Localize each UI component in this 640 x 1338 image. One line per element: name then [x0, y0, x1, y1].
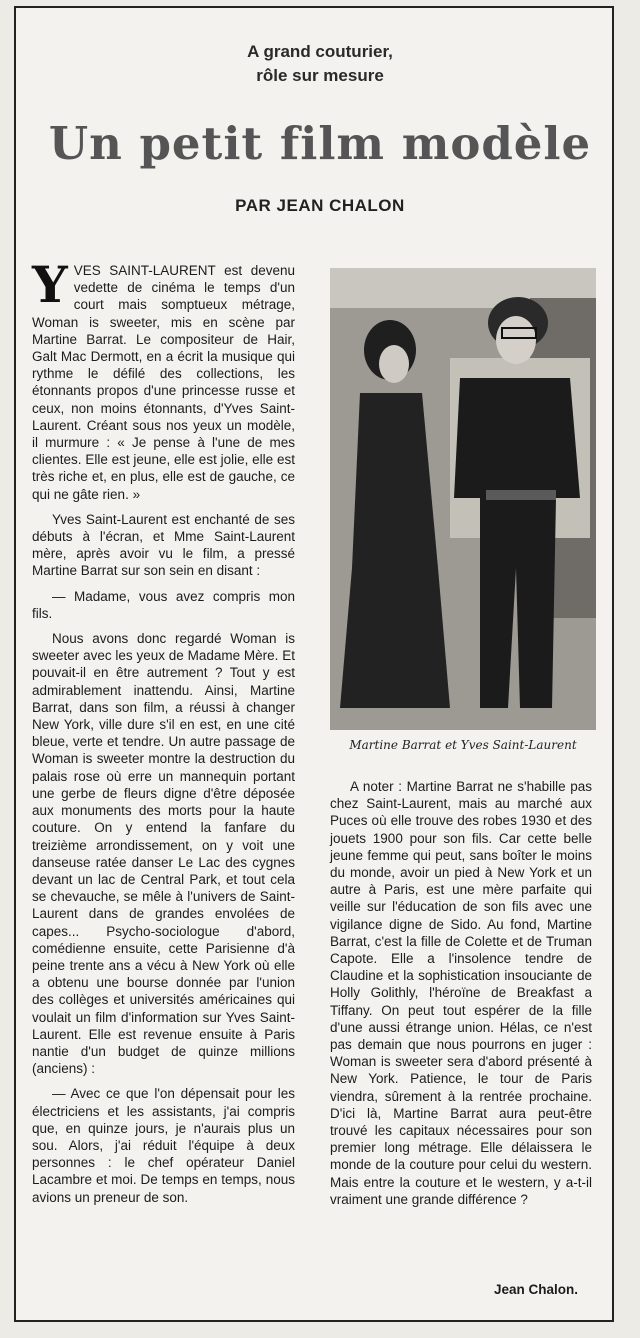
- right-column: [330, 778, 592, 1216]
- article-photo: [330, 268, 596, 730]
- paragraph-1-text: VES SAINT-LAURENT est devenu vedette de cinéma le temps d'un court mais somptueux métrage, Woman is sweeter, mis en scène par Martine Barrat. Le compositeur de Hair, Galt Mac Dermott, en a écrit la musique qui rythme le défilé des collections, les étonnants propos d'une princesse russe et ceux, non moins étonnants, d'Yves Saint-Laurent. Créant sous nos yeux un modèle, il murmure : « Je pense à l'une de mes clientes. Elle est jeune, elle est jolie, elle est très riche et, en plus, elle est de gauche, ce qui ne gâte rien. »: [32, 263, 295, 502]
- drop-cap: Y: [32, 255, 68, 314]
- paragraph-2: Yves Saint-Laurent est enchanté de ses débuts à l'écran, et Mme Saint-Laurent mère, après avoir vu le film, a pressé Martine Barrat sur son sein en disant :: [32, 511, 295, 579]
- headline: Un petit film modèle: [48, 117, 592, 170]
- paragraph-3: — Madame, vous avez compris mon fils.: [32, 588, 295, 621]
- kicker-line-1: A grand couturier,: [247, 42, 393, 61]
- left-column: [32, 255, 295, 1214]
- byline: PAR JEAN CHALON: [235, 196, 405, 215]
- kicker-line-2: rôle sur mesure: [256, 66, 384, 85]
- photo-illustration: [330, 268, 596, 730]
- photo-caption: Martine Barrat et Yves Saint-Laurent: [349, 738, 577, 752]
- paragraph-5: — Avec ce que l'on dépensait pour les électriciens et les assistants, j'ai compris que, en quinze jours, je n'aurais plus un sou. Alors, j'ai réduit l'équipe à deux personnes : le chef opérateur Daniel Lacambre et moi. De temps en temps, nous avions un preneur de son.: [32, 1086, 295, 1205]
- paragraph-1: [32, 255, 295, 503]
- signature: Jean Chalon.: [493, 1282, 578, 1297]
- paragraph-6: A noter : Martine Barrat ne s'habille pas chez Saint-Laurent, mais au marché aux Puces où elle trouve des robes 1930 et des jouets 1900 pour son fils. Car cette belle jeune femme qui peut, sans boîter le moins du monde, avoir un pied à New York et un autre à Paris, est une mère parfaite qui veille sur l'éducation de son fils avec une vigilance digne de Sido. Au fond, Martine Barrat, c'est la fille de Colette et de Truman Capote. Elle a l'insolence tendre de Claudine et la sophistication insouciante de Holly Golithly, l'héroïne de Breakfast a Tiffany. On peut tout espérer de la fille d'une aussi étrange union. Hélas, ce n'est pas demain que nous pourrons en juger : Woman is sweeter sera d'abord présenté à New York. Patience, le tour de Paris viendra, sûrement à la rentrée prochaine. D'ici là, Martine Barrat aura peut-être trouvé les capitaux nécessaires pour son premier long métrage. Elle délaissera le monde de la couture pour celui du western. Mais entre la couture et le western, y a-t-il vraiment une grande différence ?: [330, 779, 592, 1207]
- paragraph-4: Nous avons donc regardé Woman is sweeter avec les yeux de Madame Mère. Et pouvait-il en être autrement ? Tout y est admirablement inattendu. Ainsi, Martine Barrat, dans son film, a réussi à changer New York, ville dure s'il en est, en une cité bleue, verte et tendre. Un autre passage de Woman is sweeter montre la destruction du palais rose où erre un mannequin portant une gerbe de fleurs digne d'être déposée aux monuments des morts pour la haute couture. On y entend la fanfare du treizième arrondissement, on y voit une danseuse ratée danser Le Lac des cygnes devant un lac de Central Park, et tout cela se chevauche, se mêle à l'univers de Saint-Laurent dans de grandes envolées de capes... Psycho-sociologue d'abord, comédienne ensuite, cette Parisienne d'à peine trente ans a vécu à New York où elle a obtenu une bourse donnée par l'union des collèges et universités américaines qui voulait un film d'information sur Yves Saint-Laurent. Elle est revenue ensuite à Paris nantie d'un budget de quinze millions (anciens) :: [32, 631, 295, 1077]
